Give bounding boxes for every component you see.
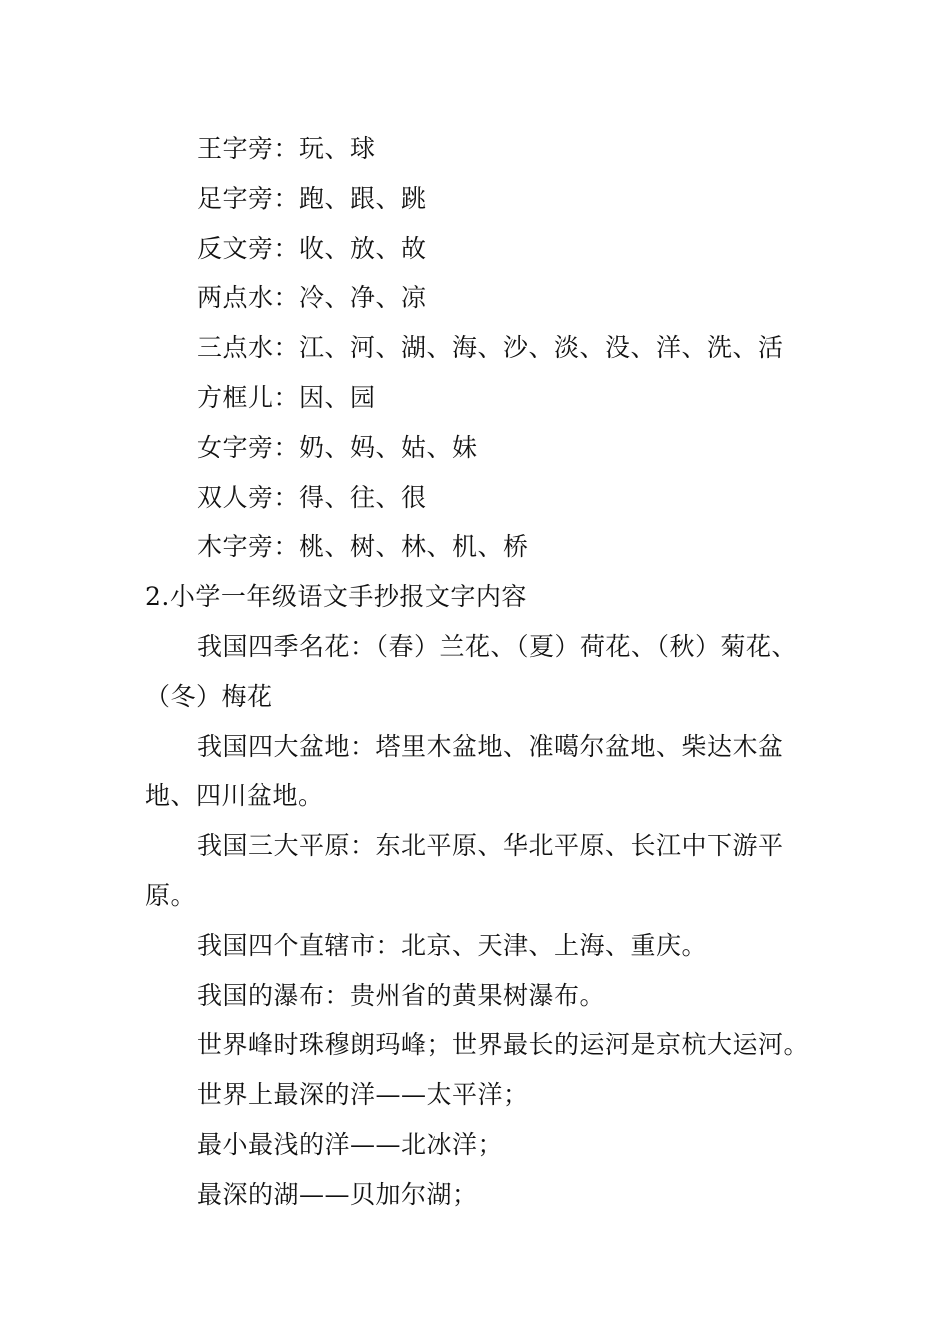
fact-waterfall: 我国的瀑布：贵州省的黄果树瀑布。: [197, 980, 606, 1010]
radical-line-wang: 王字旁：玩、球: [197, 134, 376, 163]
fact-basins: 我国四大盆地：塔里木盆地、准噶尔盆地、柴达木盆地、四川盆地。: [145, 731, 784, 811]
fact-peak-canal: 世界峰时珠穆朗玛峰；世界最长的运河是京杭大运河。: [197, 1030, 810, 1060]
radical-line-mu: 木字旁：桃、树、林、机、桥: [197, 532, 529, 562]
fact-deepest-ocean: 世界上最深的洋——太平洋；: [197, 1080, 529, 1110]
radical-line-fangkuang: 方框儿：因、园: [197, 382, 376, 412]
radical-line-sandianshui: 三点水：江、河、湖、海、沙、淡、没、洋、洗、活: [197, 333, 784, 363]
fact-municipalities: 我国四个直辖市：北京、天津、上海、重庆。: [197, 930, 708, 960]
radical-line-fanwen: 反文旁：收、放、故: [197, 233, 427, 263]
radical-line-zu: 足字旁：跑、跟、跳: [197, 183, 427, 213]
page-content: [145, 124, 810, 1220]
radical-line-liangdianshui: 两点水：冷、净、凉: [197, 283, 427, 313]
fact-flowers: 我国四季名花：（春）兰花、（夏）荷花、（秋）菊花、（冬）梅花: [145, 631, 798, 711]
section-heading: 2.小学一年级语文手抄报文字内容: [145, 582, 527, 612]
radical-line-shuangren: 双人旁：得、往、很: [197, 482, 427, 512]
fact-smallest-ocean: 最小最浅的洋——北冰洋；: [197, 1129, 504, 1159]
fact-deepest-lake: 最深的湖——贝加尔湖；: [197, 1179, 478, 1209]
fact-plains: 我国三大平原：东北平原、华北平原、长江中下游平原。: [145, 831, 784, 910]
radical-line-nv: 女字旁：奶、妈、姑、妹: [197, 432, 478, 462]
